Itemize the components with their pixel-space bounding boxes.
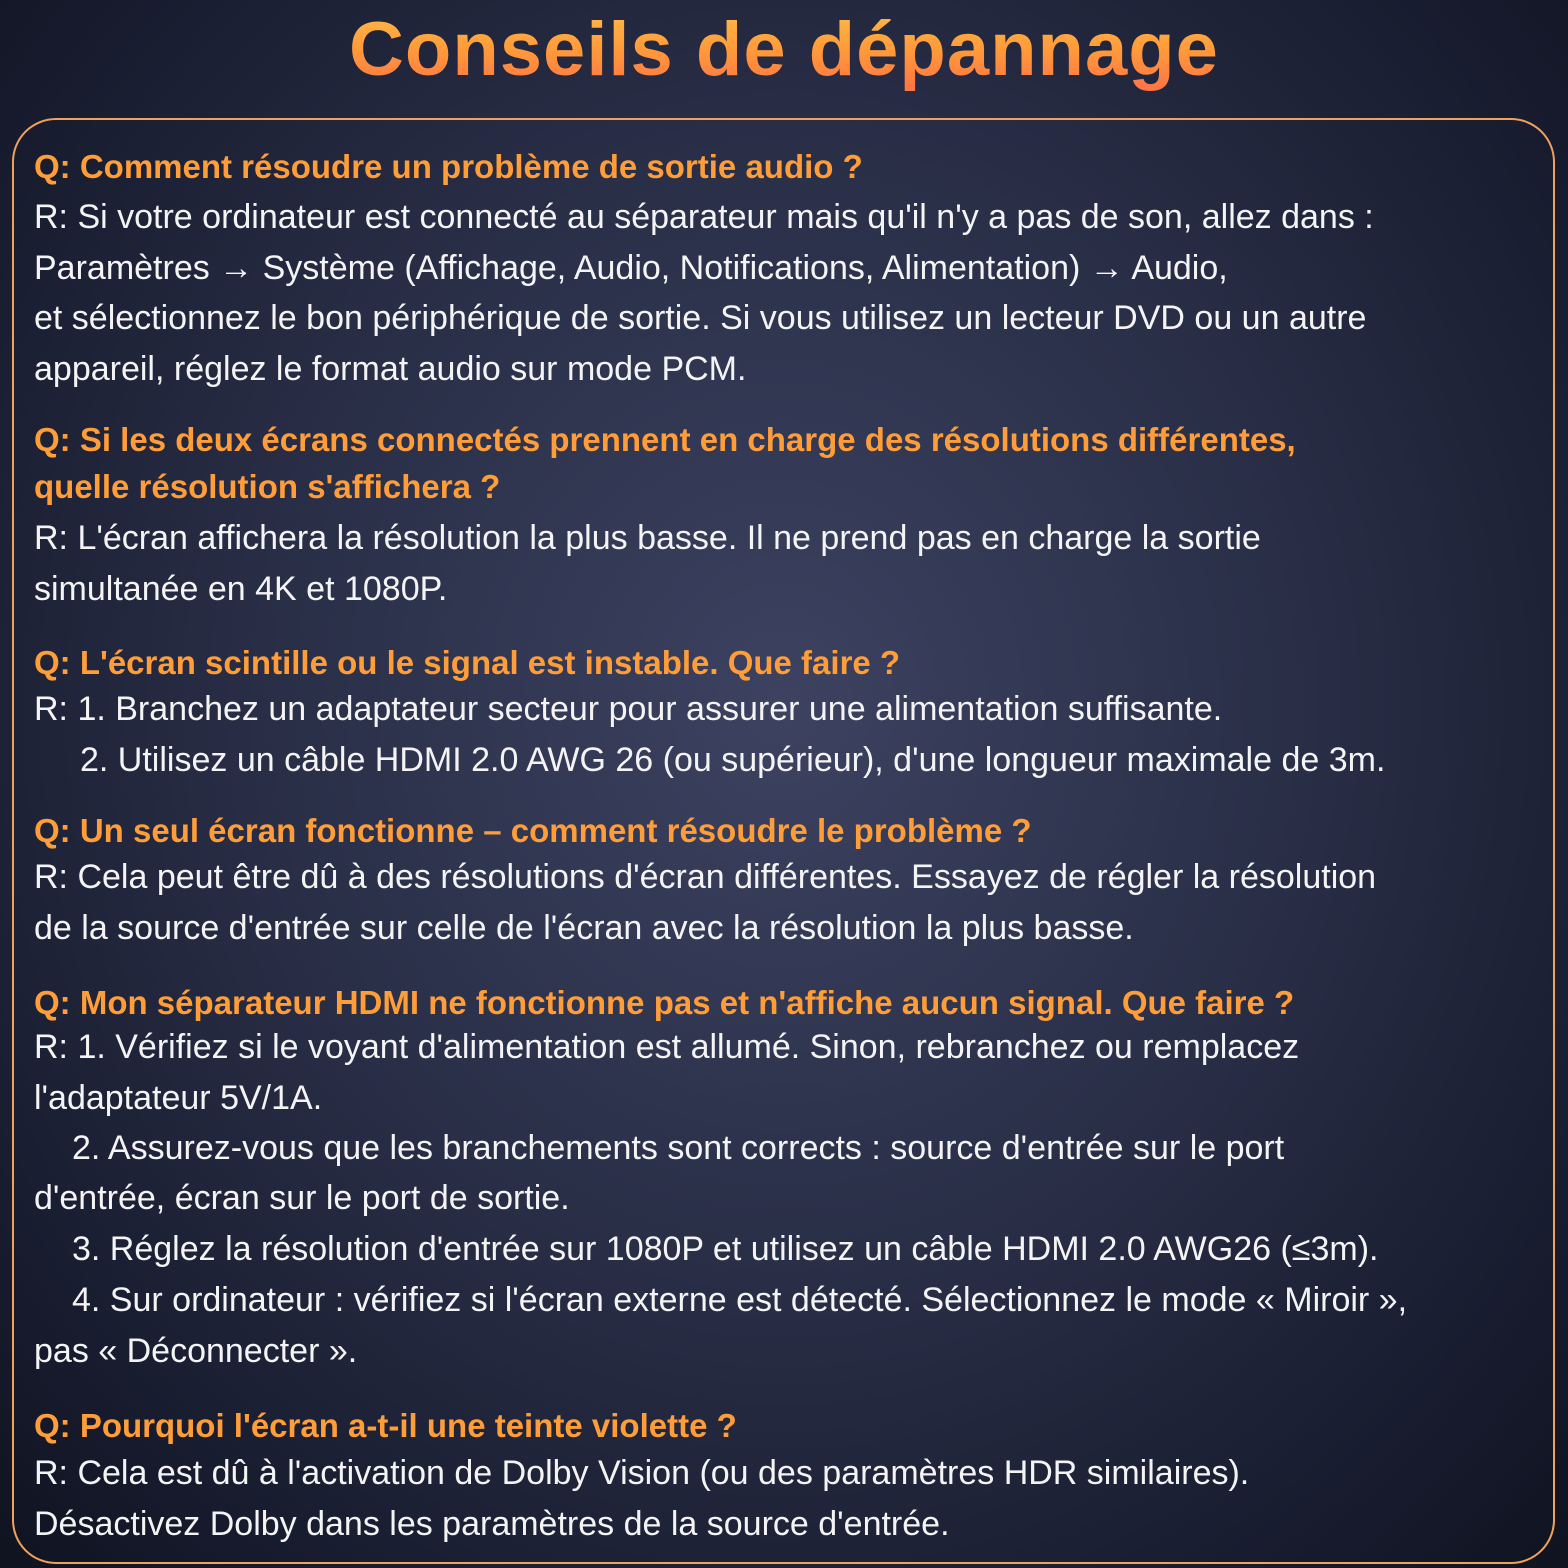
faq-question-6: Q: Pourquoi l'écran a-t-il une teinte violette ? xyxy=(34,1407,737,1444)
faq-question-2-line-2: quelle résolution s'affichera ? xyxy=(34,468,501,505)
faq-answer-5-line-6: 4. Sur ordinateur : vérifiez si l'écran externe est détecté. Sélectionnez le mode « Miroir », xyxy=(72,1281,1408,1319)
faq-question-3: Q: L'écran scintille ou le signal est instable. Que faire ? xyxy=(34,644,901,681)
faq-answer-3-line-2: 2. Utilisez un câble HDMI 2.0 AWG 26 (ou supérieur), d'une longueur maximale de 3m. xyxy=(80,741,1386,779)
page-title: Conseils de dépannage xyxy=(0,0,1568,100)
faq-question-5: Q: Mon séparateur HDMI ne fonctionne pas et n'affiche aucun signal. Que faire ? xyxy=(34,984,1295,1021)
faq-answer-5-line-5: 3. Réglez la résolution d'entrée sur 1080P et utilisez un câble HDMI 2.0 AWG26 (≤3m). xyxy=(72,1230,1379,1268)
faq-answer-3-line-1: R: 1. Branchez un adaptateur secteur pour assurer une alimentation suffisante. xyxy=(34,690,1223,728)
faq-answer-1-line-2: Paramètres → Système (Affichage, Audio, Notifications, Alimentation) → Audio, xyxy=(34,249,1228,287)
faq-answer-1-line-4: appareil, réglez le format audio sur mode PCM. xyxy=(34,350,747,388)
faq-answer-4-line-2: de la source d'entrée sur celle de l'écran avec la résolution la plus basse. xyxy=(34,909,1134,947)
faq-answer-2-line-2: simultanée en 4K et 1080P. xyxy=(34,570,448,608)
faq-answer-5-line-3: 2. Assurez-vous que les branchements sont corrects : source d'entrée sur le port xyxy=(72,1129,1285,1167)
faq-question-2-line-1: Q: Si les deux écrans connectés prennent en charge des résolutions différentes, xyxy=(34,421,1296,458)
faq-answer-5-line-4: d'entrée, écran sur le port de sortie. xyxy=(34,1179,570,1217)
faq-answer-1-line-1: R: Si votre ordinateur est connecté au séparateur mais qu'il n'y a pas de son, allez dans : xyxy=(34,198,1374,236)
faq-answer-2-line-1: R: L'écran affichera la résolution la plus basse. Il ne prend pas en charge la sortie xyxy=(34,519,1261,557)
faq-question-1: Q: Comment résoudre un problème de sortie audio ? xyxy=(34,148,863,185)
faq-answer-6-line-1: R: Cela est dû à l'activation de Dolby Vision (ou des paramètres HDR similaires). xyxy=(34,1454,1250,1492)
faq-answer-1-line-3: et sélectionnez le bon périphérique de sortie. Si vous utilisez un lecteur DVD ou un autre xyxy=(34,299,1367,337)
faq-answer-5-line-7: pas « Déconnecter ». xyxy=(34,1332,358,1370)
faq-answer-4-line-1: R: Cela peut être dû à des résolutions d'écran différentes. Essayez de régler la résolution xyxy=(34,858,1377,896)
faq-question-4: Q: Un seul écran fonctionne – comment résoudre le problème ? xyxy=(34,812,1032,849)
faq-answer-6-line-2: Désactivez Dolby dans les paramètres de la source d'entrée. xyxy=(34,1505,950,1543)
faq-answer-5-line-1: R: 1. Vérifiez si le voyant d'alimentation est allumé. Sinon, rebranchez ou remplacez xyxy=(34,1028,1300,1066)
faq-answer-5-line-2: l'adaptateur 5V/1A. xyxy=(34,1079,323,1117)
